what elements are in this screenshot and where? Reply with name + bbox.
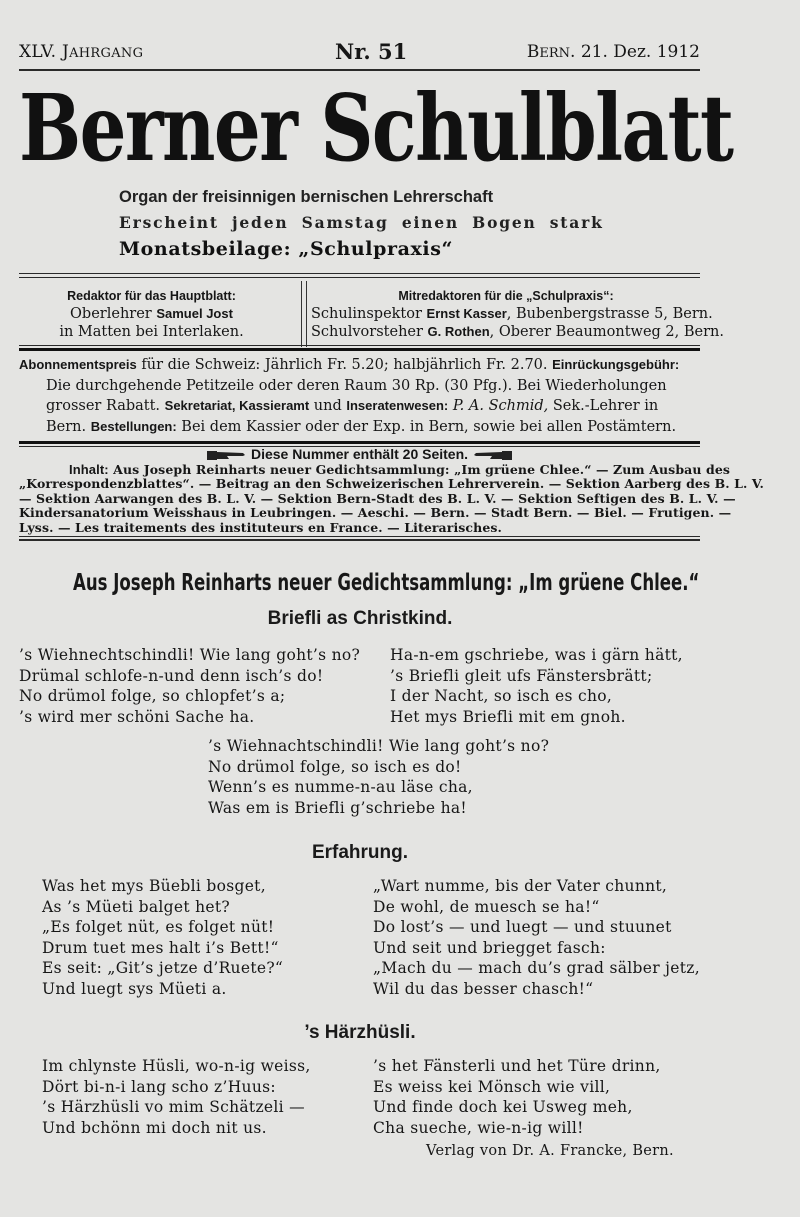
contents-line-2: „Korrespondenzblattes“. — Beitrag an den Schweizerischen Lehrerverein. — Sektion Aarberg des B. L. V. [19, 476, 764, 492]
volume-label: XLV. JAHRGANG [19, 42, 144, 62]
editor-divider [301, 281, 307, 347]
poem-title-briefli: Briefli as Christkind. [267, 608, 453, 629]
main-editor-heading: Redaktor für das Hauptblatt: [67, 289, 236, 303]
contents-line-1: Inhalt: Aus Joseph Reinharts neuer Gedichtsammlung: „Im grüene Chlee.“ — Zum Ausbau des [69, 461, 731, 477]
contents-line-3: — Sektion Aarwangen des B. L. V. — Sektion Bern-Stadt des B. L. V. — Sektion Seftigen des B. L. V. — [19, 490, 736, 506]
editors-box [19, 277, 724, 343]
verse-line: No drümol folge, so isch es do! [208, 757, 462, 776]
masthead-title: Berner Schulblatt [19, 74, 733, 182]
verse-line: Wil du das besser chasch!“ [373, 979, 594, 998]
main-editor-line-2: in Matten bei Interlaken. [59, 324, 244, 340]
verse-line: Was het mys Büebli bosget, [42, 877, 266, 895]
editor-box-rule-bottom-2 [19, 348, 700, 351]
publisher-credit: Verlag von Dr. A. Francke, Bern. [426, 1143, 674, 1159]
verse-line: ’s het Fänsterli und het Türe drinn, [373, 1057, 661, 1075]
subscription-line-3: grosser Rabatt. Sekretariat, Kassieramt und Inseratenwesen: P. A. Schmid, Sek.-Lehrer in [46, 398, 659, 414]
subscription-info [19, 355, 700, 437]
masthead-subtitle-organ: Organ der freisinnigen bernischen Lehrerschaft [119, 188, 494, 206]
contents-rule-bottom-2 [19, 539, 700, 541]
verse-line: „Wart numme, bis der Vater chunnt, [373, 877, 668, 895]
masthead-subtitle-schedule: Erscheint jeden Samstag einen Bogen stark [119, 213, 604, 232]
editor-box-rule-bottom-1 [19, 345, 700, 346]
main-editor-line-1: Oberlehrer Samuel Jost [70, 306, 233, 322]
verse-line: Het mys Briefli mit em gnoh. [390, 707, 626, 726]
co-editors [311, 287, 724, 341]
poem-title-haerzhuesli: ’s Härzhüsli. [304, 1022, 416, 1043]
header-rule [19, 69, 700, 71]
contents-line-5: Lyss. — Les traitements des instituteurs en France. — Literarisches. [19, 519, 502, 535]
contents-line-4: Kindersanatorium Weisshaus in Leubringen. — Aeschi. — Bern. — Stadt Bern. — Biel. — Frutigen. — [19, 505, 732, 521]
verse-line: Es weiss kei Mönsch wie vill, [373, 1077, 611, 1096]
verse-line: Drum tuet mes halt i’s Bett!“ [42, 938, 279, 957]
verse-line: ’s Wiehnechtschindli! Wie lang goht’s no? [19, 646, 361, 664]
verse-line: Und bchönn mi doch nit us. [42, 1118, 267, 1137]
page-count-notice: Diese Nummer enthält 20 Seiten. [19, 447, 700, 462]
verse-line: De wohl, de muesch se ha!“ [373, 897, 600, 916]
masthead-subtitle-supplement: Monatsbeilage: „Schulpraxis“ [119, 238, 454, 260]
verse-line: „Es folget nüt, es folget nüt! [42, 918, 275, 937]
issue-header [19, 39, 700, 68]
verse-line: „Mach du — mach du’s grad sälber jetz, [373, 959, 700, 978]
subscription-line-1: Abonnementspreis für die Schweiz: Jährlich Fr. 5.20; halbjährlich Fr. 2.70. Einrückungsgebühr: [19, 357, 680, 373]
poem-erfahrung-stanza-1 [42, 876, 283, 1000]
verse-line: As ’s Müeti balget het? [42, 897, 230, 916]
poem-briefli-stanza-3 [208, 736, 549, 818]
verse-line: Und seit und briegget fasch: [373, 938, 606, 957]
co-editor-line-1: Schulinspektor Ernst Kasser, Bubenbergstrasse 5, Bern. [311, 306, 713, 322]
verse-line: ’s Briefli gleit ufs Fänstersbrätt; [390, 666, 653, 685]
editor-box-rule-top-1 [19, 273, 700, 274]
poem-title-erfahrung: Erfahrung. [311, 842, 409, 863]
pointing-hand-left-icon [472, 449, 512, 461]
verse-line: Cha sueche, wie-n-ig will! [373, 1118, 584, 1137]
verse-line: No drümol folge, so chlopfet’s a; [19, 687, 286, 706]
poem-haerzhuesli-stanza-2 [373, 1056, 661, 1138]
issue-number: Nr. 51 [335, 39, 408, 64]
verse-line: Was em is Briefli g’schriebe ha! [208, 798, 467, 817]
verse-line: Es seit: „Git’s jetze d’Ruete?“ [42, 959, 284, 978]
contents-rule-top-1 [19, 441, 700, 444]
contents-rule-bottom-1 [19, 536, 700, 537]
verse-line: Drümal schlofe-n-und denn isch’s do! [19, 666, 324, 685]
poem-haerzhuesli-stanza-1 [42, 1056, 311, 1138]
poem-briefli-stanza-1 [19, 645, 360, 727]
co-editors-heading: Mitredaktoren für die „Schulpraxis“: [398, 289, 614, 303]
main-editor [19, 287, 284, 341]
verse-line: ’s wird mer schöni Sache ha. [19, 707, 255, 726]
poem-briefli-stanza-2 [390, 645, 683, 727]
verse-line: Dört bi-n-i lang scho z’Huus: [42, 1077, 276, 1096]
verse-line: Wenn’s es numme-n-au läse cha, [208, 778, 473, 797]
co-editor-line-2: Schulvorsteher G. Rothen, Oberer Beaumontweg 2, Bern. [311, 324, 724, 340]
pointing-hand-right-icon [207, 449, 247, 461]
verse-line: Ha-n-em gschriebe, was i gärn hätt, [390, 646, 683, 664]
verse-line: I der Nacht, so isch es cho, [390, 687, 613, 706]
subscription-line-4: Bern. Bestellungen: Bei dem Kassier oder der Exp. in Bern, sowie bei allen Postämtern. [46, 418, 677, 435]
verse-line: ’s Wiehnachtschindli! Wie lang goht’s no? [208, 737, 550, 755]
table-of-contents [19, 446, 764, 536]
verse-line: Do lost’s — und luegt — und stuunet [373, 918, 672, 937]
verse-line: ’s Härzhüsli vo mim Schätzeli — [42, 1098, 305, 1117]
verse-line: Im chlynste Hüsli, wo-n-ig weiss, [42, 1057, 311, 1075]
subscription-line-2: Die durchgehende Petitzeile oder deren Raum 30 Rp. (30 Pfg.). Bei Wiederholungen [46, 377, 667, 394]
verse-line: Und finde doch kei Usweg meh, [373, 1098, 633, 1117]
verse-line: Und luegt sys Müeti a. [42, 979, 227, 998]
issue-date: BERN. 21. Dez. 1912 [526, 42, 700, 62]
article-title: Aus Joseph Reinharts neuer Gedichtsammlung: „Im grüene Chlee.“ [73, 570, 700, 596]
poem-erfahrung-stanza-2 [373, 876, 700, 1000]
